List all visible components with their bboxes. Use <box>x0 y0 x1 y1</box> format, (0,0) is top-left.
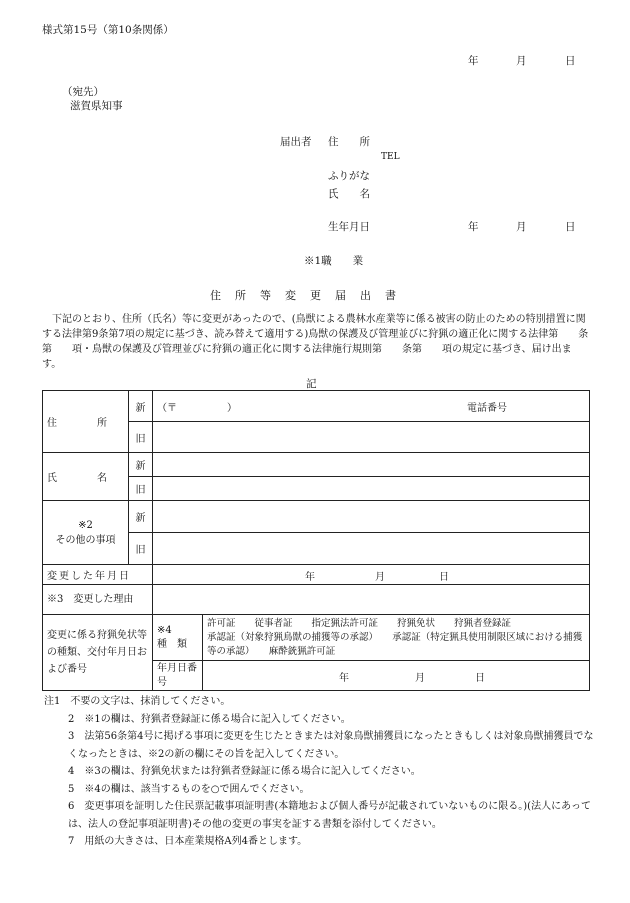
note-item: 6 変更事項を証明した住民票記載事項証明書(本籍地および個人番号が記載されていないものに限る。)(法人にあっては、法人の登記事項証明書)その他の変更の事実を証する書類を添付してください。 <box>68 801 591 830</box>
note-item: 4 ※3の欄は、狩猟免状または狩猟者登録証に係る場合に記入してください。 <box>68 766 421 777</box>
license-date-number-field[interactable] <box>203 661 590 691</box>
applicant-address-label: 住 所 <box>328 136 370 148</box>
other-items-label: その他の事項 <box>55 534 116 546</box>
old-address-field[interactable] <box>153 422 590 453</box>
new-name-field[interactable] <box>153 453 590 477</box>
new-label: 新 <box>129 453 153 477</box>
changed-month-label: 月 <box>375 571 385 583</box>
old-label: 旧 <box>129 477 153 501</box>
license-row-label: 変更に係る狩猟免状等の種類、交付年月日および番号 <box>43 615 153 691</box>
new-label: 新 <box>129 501 153 533</box>
change-reason-field[interactable] <box>153 585 590 615</box>
notes-section <box>44 693 594 851</box>
kind-mark: ※4 <box>157 624 172 636</box>
applicant-name-label: 氏 名 <box>328 188 370 200</box>
other-items-mark: ※2 <box>78 519 93 531</box>
addressee-prefix: （宛先） <box>62 86 104 98</box>
note-item: 7 用紙の大きさは、日本産業規格A列4番とします。 <box>68 836 308 847</box>
date-month-label: 月 <box>516 55 527 67</box>
applicant-label: 届出者 <box>280 136 312 148</box>
birth-label: 生年月日 <box>328 221 370 233</box>
changed-year-label: 年 <box>305 571 315 583</box>
old-name-field[interactable] <box>153 477 590 501</box>
postal-code-label: （〒 ） <box>157 402 237 414</box>
old-label: 旧 <box>129 422 153 453</box>
license-year-label: 年 <box>339 672 349 684</box>
change-form-table <box>42 390 590 691</box>
changed-day-label: 日 <box>439 571 449 583</box>
document-title: 住所等変更届出書 <box>210 289 410 302</box>
form-number: 様式第15号（第10条関係） <box>42 24 174 36</box>
license-month-label: 月 <box>415 672 425 684</box>
phone-label: 電話番号 <box>467 402 507 414</box>
new-other-field[interactable] <box>153 501 590 533</box>
change-reason-label: ※3 変更した理由 <box>43 585 153 615</box>
date-year-label: 年 <box>468 55 479 67</box>
license-day-label: 日 <box>475 672 485 684</box>
changed-date-field[interactable] <box>153 565 590 585</box>
occupation-label: ※1職 業 <box>304 255 364 267</box>
note-item: 3 法第56条第4号に掲げる事項に変更を生じたときまたは対象鳥獣捕獲員になったときもしくは対象鳥獣捕獲員でなくなったときは、※2の新の欄にその旨を記入してください。 <box>68 731 594 760</box>
tel-label: TEL <box>381 152 400 162</box>
other-items-row-label <box>43 501 129 565</box>
date-day-label: 日 <box>565 55 576 67</box>
intro-paragraph: 下記のとおり、住所（氏名）等に変更があったので、(鳥獣による農林水産業等に係る被害の防止のための特別措置に関する法律第9条第7項の規定に基づき、読み替えて適用する)鳥獣の保護及び管理並びに狩猟の適正化に関する法律第 条第 項・鳥獣の保護及び管理並びに狩猟の適正化に関する法律施行規則第 条第 項の規定に基づき、届け出ます。 <box>42 314 589 370</box>
furigana-label: ふりがな <box>328 170 370 182</box>
license-kinds-line2: 承認証（対象狩猟鳥獣の捕獲等の承認） 承認証（特定猟具使用制限区域における捕獲等の承認） 麻酔銃猟許可証 <box>207 631 583 657</box>
note-item: 2 ※1の欄は、狩猟者登録証に係る場合に記入してください。 <box>68 713 351 725</box>
new-label: 新 <box>129 391 153 422</box>
kind-header <box>153 615 203 661</box>
old-other-field[interactable] <box>153 533 590 565</box>
date-number-label: 年月日番号 <box>153 661 203 691</box>
birth-year-label: 年 <box>468 221 479 233</box>
license-kinds-line1: 許可証 従事者証 指定猟法許可証 狩猟免状 狩猟者登録証 <box>207 617 512 629</box>
license-kinds-field[interactable] <box>203 615 590 661</box>
ki-label: 記 <box>306 378 317 390</box>
addressee: 滋賀県知事 <box>70 100 123 112</box>
name-row-label: 氏 名 <box>43 453 129 501</box>
kind-label: 種 類 <box>157 638 187 650</box>
old-label: 旧 <box>129 533 153 565</box>
note-item: 5 ※4の欄は、該当するものを○で囲んでください。 <box>68 783 310 795</box>
birth-day-label: 日 <box>565 221 576 233</box>
changed-date-label: 変更した年月日 <box>43 565 153 585</box>
address-row-label: 住 所 <box>43 391 129 453</box>
new-address-field[interactable] <box>153 391 590 422</box>
birth-month-label: 月 <box>516 221 527 233</box>
note-item: 注1 不要の文字は、抹消してください。 <box>44 696 231 707</box>
